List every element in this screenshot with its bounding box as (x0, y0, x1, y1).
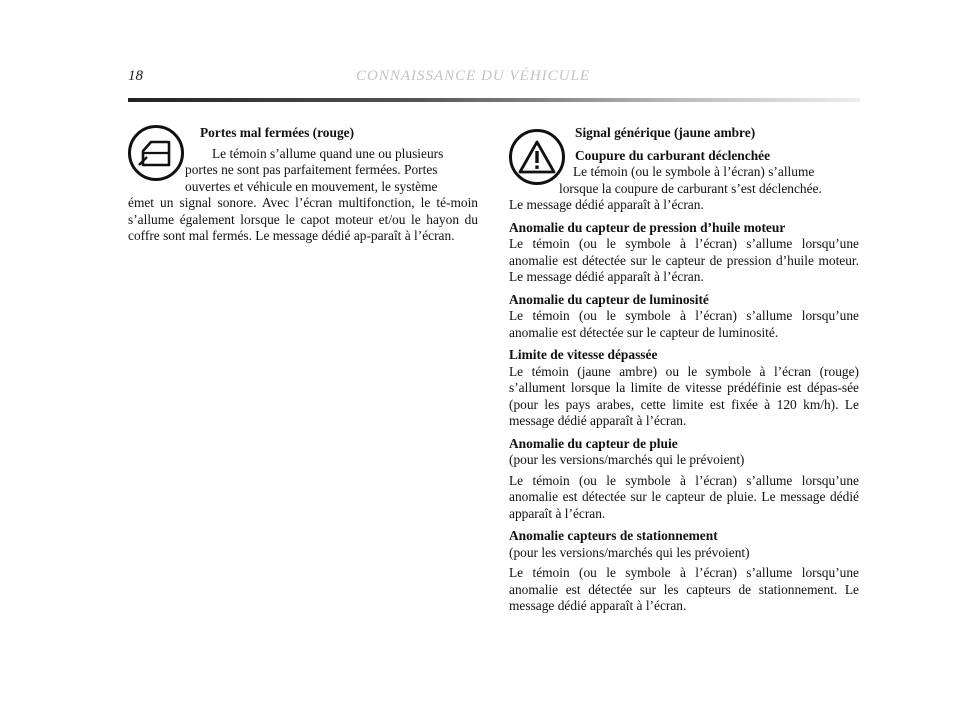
warning-triangle-icon (509, 129, 565, 185)
section-light-sensor (509, 292, 859, 342)
header-rule (128, 98, 860, 102)
section-body: Le témoin (jaune ambre) ou le symbole à l’écran (rouge) s’allument lorsque la limite de vitesse prédéfinie est dépas-sée (pour les pays arabes, cette limite est fixée à 120 km/h). Le message dédié apparaît à l’écran. (509, 363, 859, 428)
section-body: Le témoin (ou le symbole à l’écran) s’allume lorsqu’une anomalie est détectée sur le capteur de pluie. Le message dédié apparaît à l’écran. (509, 472, 859, 521)
left-column (128, 125, 478, 245)
doors-text-line1: Le témoin s’allume quand une ou plusieurs (212, 145, 444, 161)
section-subtitle: (pour les versions/marchés qui le prévoient) (509, 452, 745, 467)
section-body: Le témoin (ou le symbole à l’écran) s’allume lorsqu’une anomalie est détectée sur les capteurs de stationnement. Le message dédié apparaît à l’écran. (509, 565, 859, 613)
page-number: 18 (128, 68, 143, 84)
fuel-text-line1: Le témoin (ou le symbole à l’écran) s’allume (573, 164, 815, 179)
section-parking-sensors (509, 528, 859, 615)
page-header (128, 68, 868, 104)
door-open-warning-icon (128, 125, 184, 181)
fuel-text-rest: Le message dédié apparaît à l’écran. (509, 197, 704, 212)
section-speed-limit (509, 347, 859, 430)
section-title: Limite de vitesse dépassée (509, 347, 658, 362)
right-column (509, 125, 859, 615)
section-title: Anomalie du capteur de luminosité (509, 291, 709, 307)
section-oil-sensor (509, 220, 859, 286)
section-title: Anomalie du capteur de pression d’huile moteur (509, 219, 786, 235)
section-subtitle: (pour les versions/marchés qui les prévoient) (509, 544, 750, 560)
section-title: Anomalie du capteur de pluie (509, 435, 678, 451)
running-title: CONNAISSANCE DU VÉHICULE (356, 68, 590, 84)
doors-text-line3: ouvertes et véhicule en mouvement, le système (185, 178, 438, 194)
section-title-generic: Signal générique (jaune ambre) (575, 125, 756, 140)
section-body: Le témoin (ou le symbole à l’écran) s’allume lorsqu’une anomalie est détectée sur le capteur de pression d’huile moteur. Le message dédié apparaît à l’écran. (509, 236, 859, 284)
doors-text-rest: émet un signal sonore. Avec l’écran multifonction, le té-moin s’allume également lorsque le capot moteur et/ou le hayon du coffre sont mal fermés. Le message dédié ap-paraît à l’écran. (128, 195, 478, 243)
section-rain-sensor (509, 436, 859, 523)
section-title-fuel-cutoff: Coupure du carburant déclenchée (575, 147, 771, 163)
section-title: Anomalie capteurs de stationnement (509, 528, 718, 543)
fuel-text-line2: lorsque la coupure de carburant s’est déclenchée. (559, 180, 822, 196)
sections-list (509, 220, 859, 615)
section-title-doors: Portes mal fermées (rouge) (200, 125, 355, 140)
section-body: Le témoin (ou le symbole à l’écran) s’allume lorsqu’une anomalie est détectée sur le capteur de luminosité. (509, 308, 859, 340)
doors-text-line2: portes ne sont pas parfaitement fermées. Portes (185, 162, 438, 177)
